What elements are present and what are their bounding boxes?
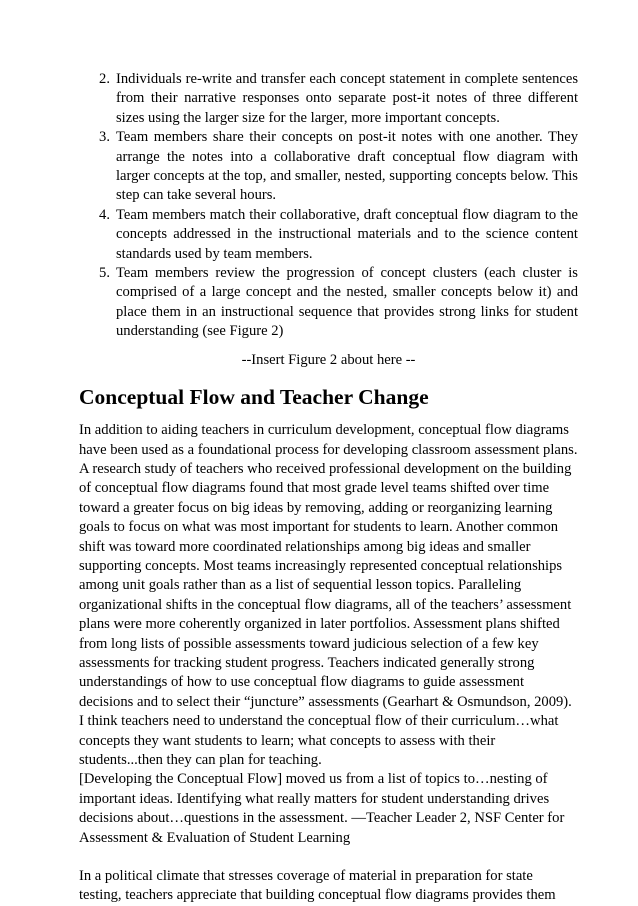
step-text: Individuals re-write and transfer each concept statement in complete sentences from their narrative responses onto separate post-it notes of three different sizes using the larger size for the larger, more important concepts. (116, 71, 578, 126)
step-text: Team members review the progression of concept clusters (each cluster is comprised of a large concept and the nested, smaller concepts below it) and place them in an instructional sequence that provides strong links for student understanding (see Figure 2) (116, 265, 578, 340)
step-text: Team members share their concepts on post-it notes with one another. They arrange the notes into a collaborative draft conceptual flow diagram with larger concepts at the top, and smaller, nested, supporting concepts below. This step can take several hours. (116, 129, 578, 204)
step-number: 2. (99, 71, 110, 87)
figure-insert-note: --Insert Figure 2 about here -- (241, 351, 416, 368)
procedure-steps-list (79, 70, 578, 342)
teacher-leader-quote: [Developing the Conceptual Flow] moved us from a list of topics to…nesting of important ideas. Identifying what really matters for student understanding drives decisions about…questions in the assessment. —Teacher Leader 2, NSF Center for Assessment & Evaluation of Student Learning (79, 771, 565, 846)
step-text: Team members match their collaborative, draft conceptual flow diagram to the concepts addressed in the instructional materials and to the science content standards used by team members. (116, 206, 578, 262)
procedure-step-2 (79, 70, 578, 128)
body-paragraph: In addition to aiding teachers in curriculum development, conceptual flow diagrams have been used as a foundational process for developing classroom assessment plans. A research study of teachers who received professional development on the building of conceptual flow diagrams found that most grade level teams shifted over time toward a greater focus on big ideas by removing, adding or reorganizing learning goals to focus on what was most important for students to learn. Another common shift was toward more coordinated relationships among big ideas and smaller supporting concepts. Most teams increasingly represented conceptual relationships among unit goals rather than as a list of sequential lesson topics. Paralleling organizational shifts in the conceptual flow diagrams, all of the teachers’ assessment plans were more coherently organized in later portfolios. Assessment plans shifted from long lists of possible assessments toward judicious selection of a few key assessments for tracking student progress. Teachers indicated generally strong understandings of how to use conceptual flow diagrams to guide assessment decisions and to select their “juncture” assessments (Gearhart & Osmundson, 2009). (79, 422, 578, 710)
procedure-step-4 (79, 206, 578, 264)
step-number: 3. (99, 129, 110, 146)
step-number: 5. (99, 265, 110, 282)
procedure-step-5 (79, 264, 578, 342)
teacher-quote: I think teachers need to understand the conceptual flow of their curriculum…what concepts they want students to learn; what concepts to assess with their students...then they can plan for teaching. (79, 713, 559, 768)
body-paragraph: In a political climate that stresses coverage of material in preparation for state testing, teachers appreciate that building conceptual flow diagrams provides them (79, 868, 556, 904)
step-number: 4. (99, 206, 110, 223)
section-heading: Conceptual Flow and Teacher Change (79, 385, 429, 410)
procedure-step-3 (79, 128, 578, 206)
